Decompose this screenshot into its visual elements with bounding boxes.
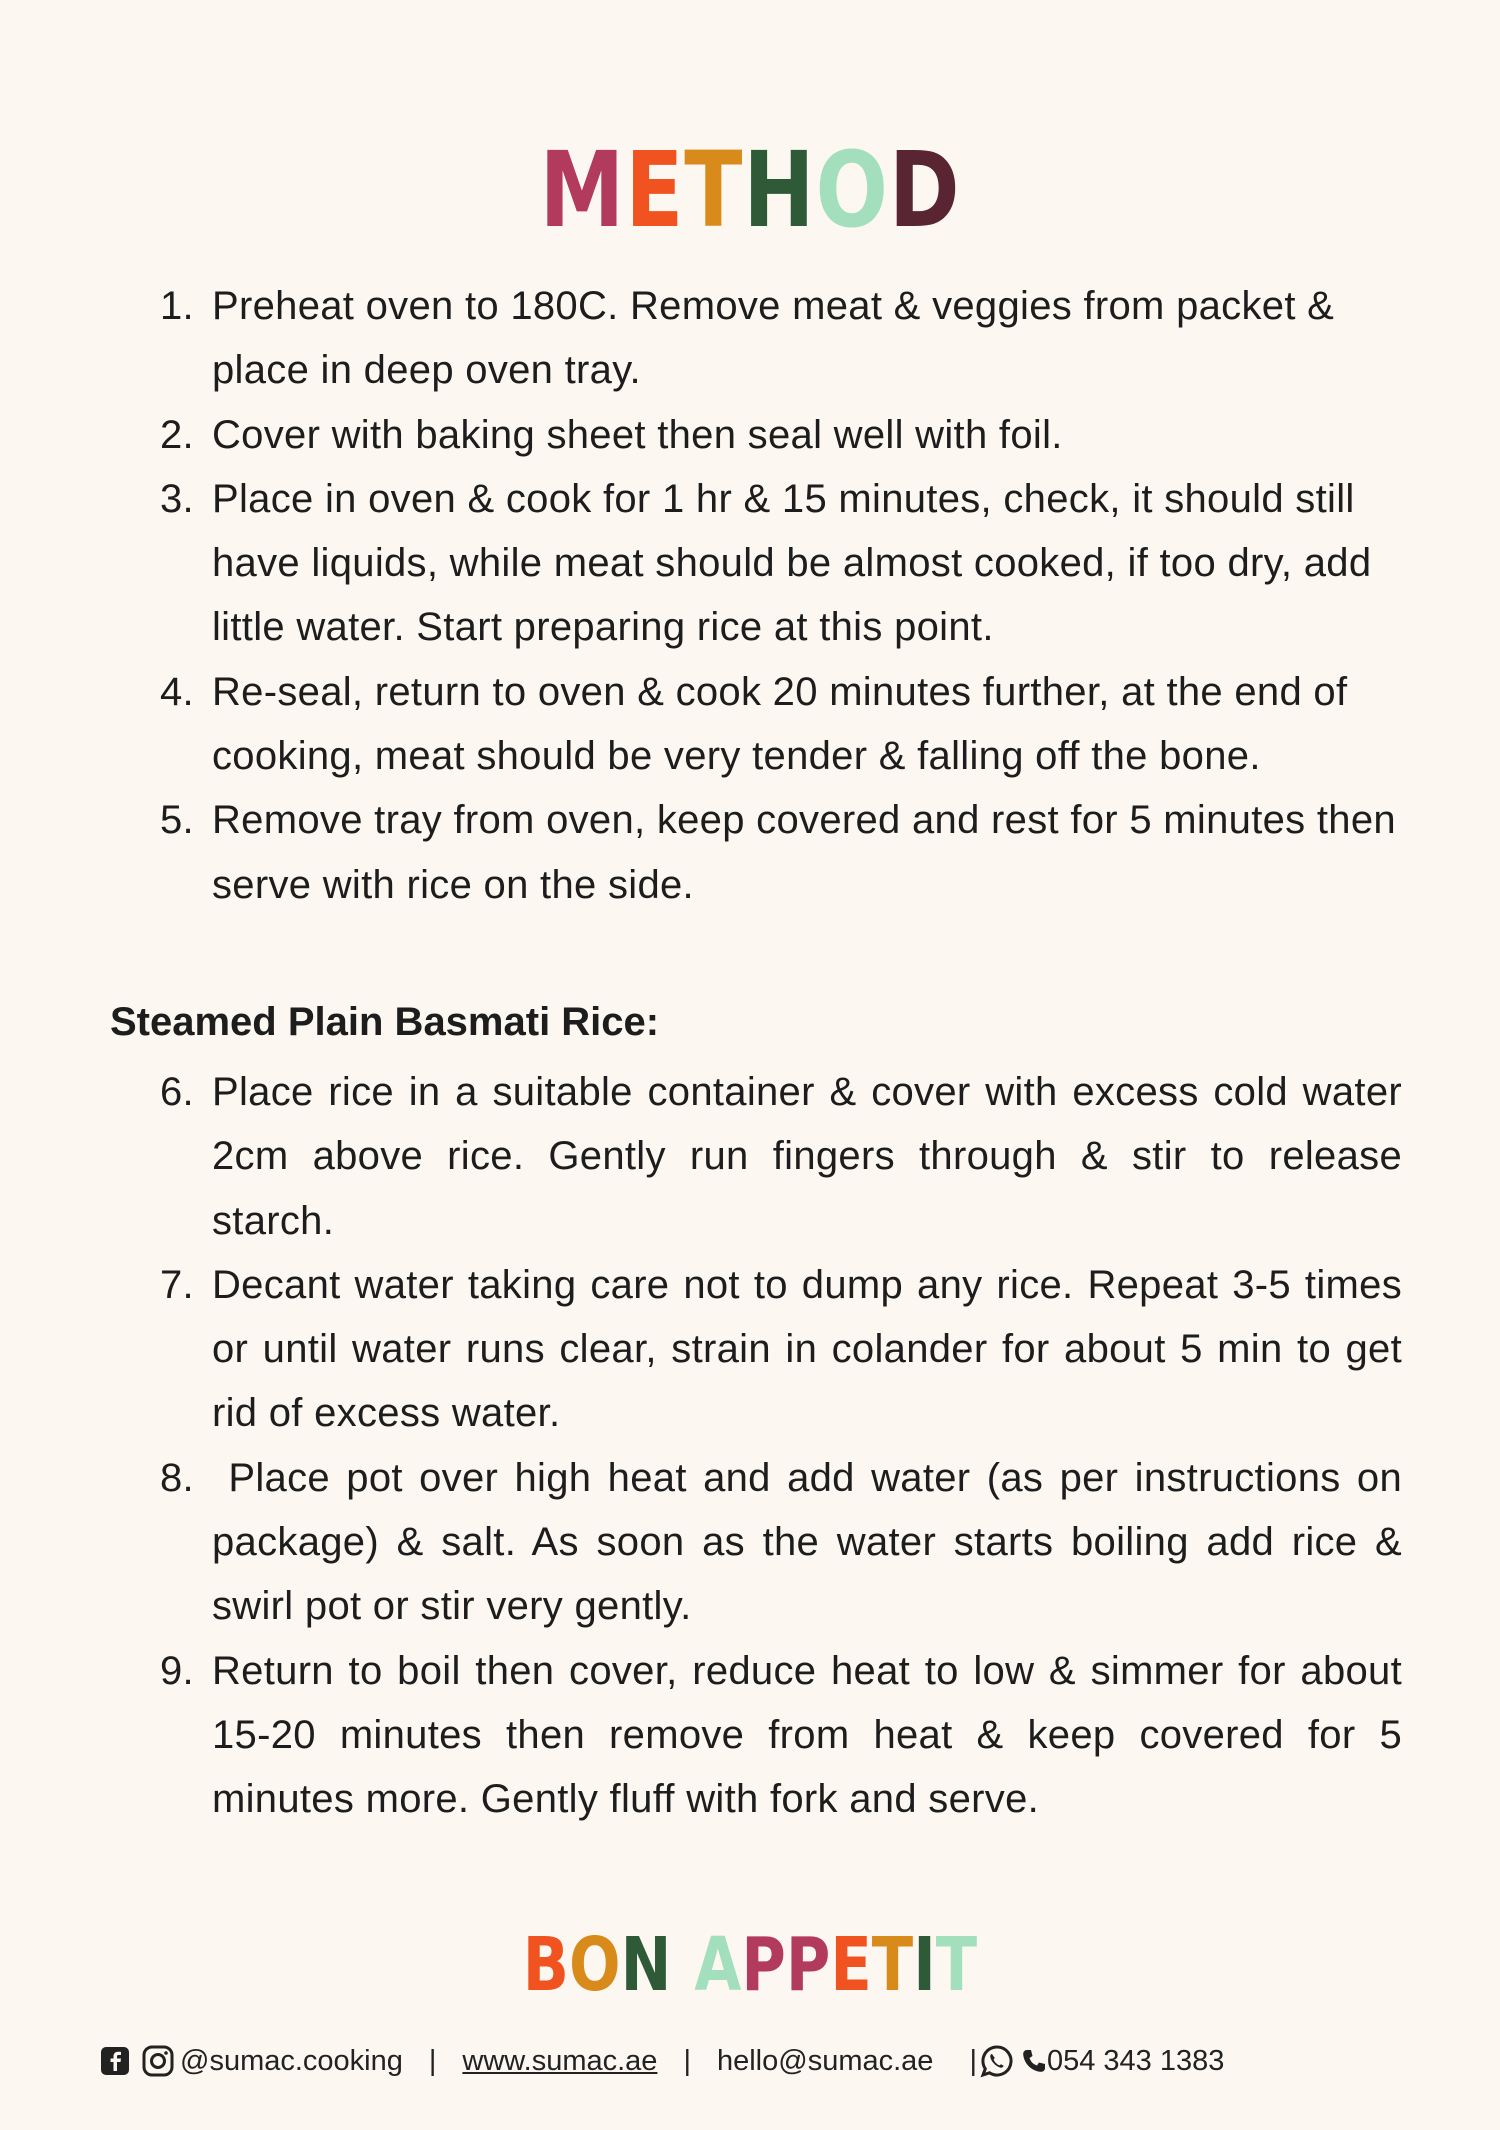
closing-letter: T	[935, 1922, 978, 2008]
footer-contact-bar	[100, 2038, 1224, 2084]
method-step	[0, 403, 1402, 467]
facebook-icon[interactable]	[100, 2046, 130, 2076]
step-number: 9.	[160, 1648, 194, 1693]
title-letter: O	[815, 129, 889, 251]
step-number: 7.	[160, 1262, 194, 1307]
step-text: Place pot over high heat and add water (as per instructions on package) & salt. As soon as the water starts boiling add rice & swirl pot or stir very gently.	[212, 1455, 1414, 1629]
social-handle[interactable]: @sumac.cooking	[180, 2045, 403, 2077]
step-text: Return to boil then cover, reduce heat to low & simmer for about 15-20 minutes then remove from heat & keep covered for 5 minutes more. Gently fluff with fork and serve.	[212, 1648, 1402, 1822]
closing-letter: P	[785, 1922, 831, 2008]
closing-letter: P	[741, 1922, 786, 2008]
method-step	[0, 660, 1402, 789]
rice-steps-list	[0, 1060, 1500, 1832]
step-number: 1.	[160, 284, 194, 328]
method-step	[0, 788, 1402, 917]
rice-step	[0, 1060, 1402, 1253]
phone-icon[interactable]	[1021, 2048, 1047, 2074]
method-steps-list	[0, 274, 1500, 917]
step-text: Place in oven & cook for 1 hr & 15 minutes, check, it should still have liquids, while meat should be almost cooked, if too dry, add little water. Start preparing rice at this point.	[212, 476, 1372, 650]
phone-number[interactable]: 054 343 1383	[1046, 2045, 1225, 2077]
title-letter: H	[743, 129, 816, 251]
step-number: 3.	[160, 476, 194, 521]
closing-letter: N	[620, 1922, 672, 2008]
title-letter: M	[539, 129, 626, 251]
page-title	[135, 130, 1365, 250]
step-text: Preheat oven to 180C. Remove meat & veggies from packet & place in deep oven tray.	[212, 284, 1335, 393]
step-number: 5.	[160, 798, 194, 843]
closing-letter: E	[830, 1922, 872, 2008]
title-letter: E	[625, 129, 685, 251]
step-text: Remove tray from oven, keep covered and rest for 5 minutes then serve with rice on the side.	[212, 798, 1396, 907]
method-step	[0, 467, 1402, 660]
step-number: 2.	[160, 412, 194, 457]
rice-step	[0, 1253, 1402, 1446]
step-text: Cover with baking sheet then seal well with foil.	[212, 412, 1063, 457]
title-letter: D	[888, 129, 961, 251]
step-number: 6.	[160, 1070, 194, 1114]
title-letter: T	[684, 129, 744, 251]
rice-step	[0, 1639, 1402, 1832]
whatsapp-icon[interactable]	[979, 2043, 1015, 2079]
closing-letter: O	[569, 1922, 621, 2008]
closing-letter: A	[694, 1922, 742, 2008]
closing-letter: T	[871, 1922, 914, 2008]
method-step	[0, 274, 1402, 403]
rice-section-heading: Steamed Plain Basmati Rice:	[110, 1000, 660, 1044]
step-text: Re-seal, return to oven & cook 20 minutes further, at the end of cooking, meat should be very tender & falling off the bone.	[212, 669, 1348, 779]
website-link[interactable]: www.sumac.ae	[462, 2045, 658, 2077]
step-text: Decant water taking care not to dump any rice. Repeat 3-5 times or until water runs clear, strain in colander for about 5 min to get rid of excess water.	[212, 1262, 1402, 1436]
step-number: 8.	[160, 1455, 194, 1500]
email-link[interactable]: hello@sumac.ae	[716, 2045, 934, 2077]
step-number: 4.	[160, 669, 194, 714]
separator: |	[683, 2045, 691, 2077]
separator: |	[428, 2045, 437, 2077]
closing-letter: B	[522, 1922, 570, 2008]
instagram-icon[interactable]	[142, 2045, 174, 2077]
rice-step	[0, 1446, 1414, 1639]
closing-letter: I	[913, 1922, 936, 2008]
separator: |	[969, 2045, 977, 2077]
step-text: Place rice in a suitable container & cover with excess cold water 2cm above rice. Gently run fingers through & stir to release starch.	[212, 1070, 1402, 1243]
closing-title	[135, 1920, 1365, 2010]
